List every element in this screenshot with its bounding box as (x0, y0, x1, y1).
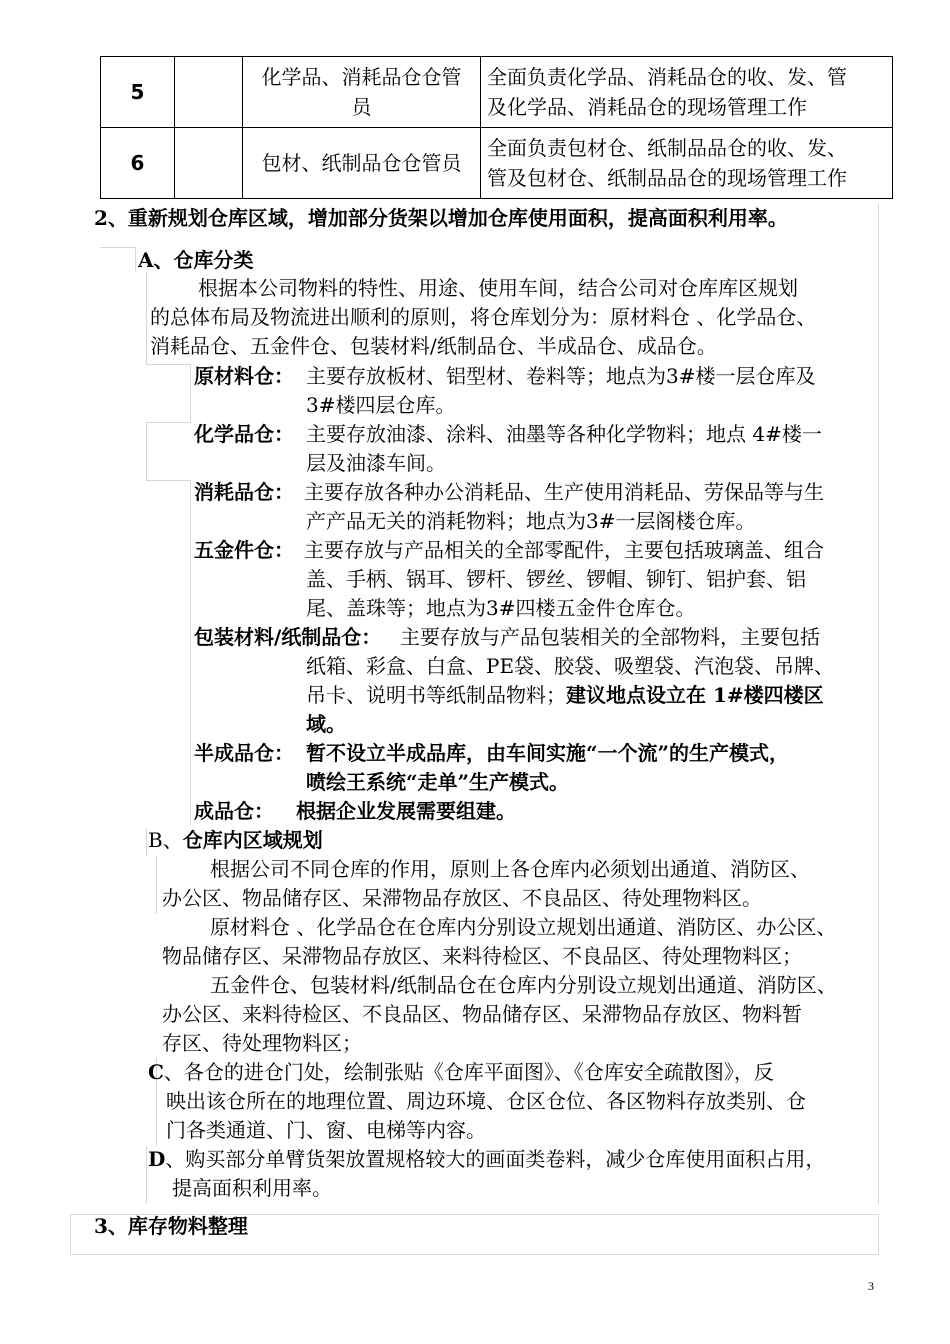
frame-line (146, 480, 191, 481)
item-label: 成品仓： (194, 799, 274, 823)
paragraph-line: 原材料仓 、化学品仓在仓库内分别设立规划出通道、消防区、办公区、 (210, 915, 837, 939)
row-number: 5 (101, 57, 175, 128)
frame-line (156, 856, 157, 914)
paragraph-line (148, 1058, 774, 1087)
item-text: 主要存放各种办公消耗品、生产使用消耗品、劳保品等与生 (304, 480, 824, 504)
item-label: 半成品仓： (194, 741, 294, 765)
role-line: 员 (351, 95, 372, 119)
frame-line (878, 1214, 879, 1254)
row-number: 6 (101, 128, 175, 199)
item-text: 根据企业发展需要组建。 (296, 799, 516, 823)
item-text (306, 681, 824, 710)
paragraph-text: 、购买部分单臂货架放置规格较大的画面类卷料，减少仓库使用面积占用， (165, 1147, 826, 1171)
paragraph-line: 存区、待处理物料区； (162, 1031, 362, 1055)
item-prefix: C (148, 1060, 164, 1084)
frame-line (146, 828, 147, 856)
role-cell (243, 57, 481, 128)
paragraph-text: 、各仓的进仓门处，绘制张贴《仓库平面图》、《仓库安全疏散图》，反 (163, 1060, 774, 1084)
subsection-title-text: 仓库内区域规划 (182, 828, 323, 852)
paragraph-line: 的总体布局及物流进出顺利的原则，将仓库划分为：原材料仓 、化学品仓、 (150, 305, 817, 329)
duty-line: 全面负责化学品、消耗品仓的收、发、管 (487, 65, 847, 89)
item-text: 主要存放板材、铝型材、卷料等；地点为3#楼一层仓库及 (306, 364, 816, 388)
section-heading: 3、库存物料整理 (94, 1214, 248, 1238)
paragraph-line (148, 1145, 825, 1174)
frame-line (135, 247, 136, 271)
duty-line: 全面负责包材仓、纸制品品仓的收、发、 (487, 136, 847, 160)
item-text: 域。 (306, 712, 346, 736)
duty-line: 管及包材仓、纸制品品仓的现场管理工作 (487, 166, 847, 190)
paragraph-line: 五金件仓、包装材料/纸制品仓在仓库内分别设立规划出通道、消防区、 (210, 973, 837, 997)
section-heading: 2、重新规划仓库区域，增加部分货架以增加仓库使用面积，提高面积利用率。 (94, 206, 788, 230)
role-line: 包材、纸制品仓仓管员 (261, 151, 462, 175)
paragraph-line: 消耗品仓、五金件仓、包装材料/纸制品仓、半成品仓、成品仓。 (150, 334, 717, 358)
table-row (101, 57, 893, 128)
frame-line (146, 364, 190, 365)
subsection-prefix: B、 (148, 828, 183, 852)
frame-line (70, 1254, 879, 1255)
frame-line (190, 480, 191, 825)
frame-line (878, 204, 879, 1204)
item-label: 消耗品仓： (194, 480, 294, 504)
frame-line (146, 272, 147, 364)
frame-line (70, 1214, 71, 1254)
item-text-normal: 吊卡、说明书等纸制品物料； (306, 683, 566, 707)
frame-line (146, 422, 147, 480)
frame-line (146, 1146, 147, 1204)
item-prefix: D (148, 1147, 166, 1171)
subsection-title (148, 826, 323, 855)
role-line: 化学品、消耗品仓仓管 (261, 65, 462, 89)
item-text: 尾、盖珠等；地点为3#四楼五金件仓库仓。 (306, 596, 696, 620)
role-table (100, 56, 893, 199)
item-text: 喷绘王系统“走单”生产模式。 (306, 770, 570, 794)
duty-cell (481, 57, 893, 128)
paragraph-line: 根据本公司物料的特性、用途、使用车间，结合公司对仓库库区规划 (198, 276, 798, 300)
frame-line (146, 422, 191, 423)
table-row (101, 128, 893, 199)
item-label: 化学品仓： (194, 422, 294, 446)
paragraph-line: 办公区、物品储存区、呆滞物品存放区、不良品区、待处理物料区。 (162, 886, 762, 910)
item-text: 3#楼四层仓库。 (306, 393, 456, 417)
item-text: 纸箱、彩盒、白盒、PE袋、胶袋、吸塑袋、汽泡袋、吊牌、 (306, 654, 835, 678)
item-text: 主要存放与产品包装相关的全部物料，主要包括 (400, 625, 820, 649)
paragraph-line: 物品储存区、呆滞物品存放区、来料待检区、不良品区、待处理物料区； (162, 944, 802, 968)
paragraph-line: 门各类通道、门、窗、电梯等内容。 (166, 1118, 486, 1142)
role-cell (243, 128, 481, 199)
item-text: 层及油漆车间。 (306, 451, 446, 475)
paragraph-line: 办公区、来料待检区、不良品区、物品储存区、呆滞物品存放区、物料暂 (162, 1002, 802, 1026)
page-number: 3 (868, 1279, 874, 1293)
item-text: 主要存放油漆、涂料、油墨等各种化学物料；地点 4#楼一 (306, 422, 822, 446)
item-text: 暂不设立半成品库，由车间实施“一个流”的生产模式， (306, 741, 790, 765)
item-text: 产产品无关的消耗物料；地点为3#一层阁楼仓库。 (306, 509, 756, 533)
duty-line: 及化学品、消耗品仓的现场管理工作 (487, 95, 807, 119)
frame-line (100, 247, 136, 248)
paragraph-line: 提高面积利用率。 (172, 1176, 332, 1200)
item-label: 原材料仓： (194, 364, 294, 388)
item-label: 五金件仓： (194, 538, 294, 562)
item-text: 主要存放与产品相关的全部零配件，主要包括玻璃盖、组合 (304, 538, 824, 562)
item-text: 盖、手柄、锅耳、锣杆、锣丝、锣帽、铆钉、铝护套、铝 (306, 567, 806, 591)
subsection-title: A、仓库分类 (138, 248, 254, 272)
blank-cell (175, 57, 243, 128)
duty-cell (481, 128, 893, 199)
paragraph-line: 映出该仓所在的地理位置、周边环境、仓区仓位、各区物料存放类别、仓 (166, 1089, 806, 1113)
item-text-bold: 建议地点设立在 1#楼四楼区 (566, 683, 824, 707)
paragraph-line: 根据公司不同仓库的作用，原则上各仓库内必须划出通道、消防区、 (210, 857, 810, 881)
blank-cell (175, 128, 243, 199)
frame-line (190, 364, 191, 422)
item-label: 包装材料/纸制品仓： (194, 625, 382, 649)
